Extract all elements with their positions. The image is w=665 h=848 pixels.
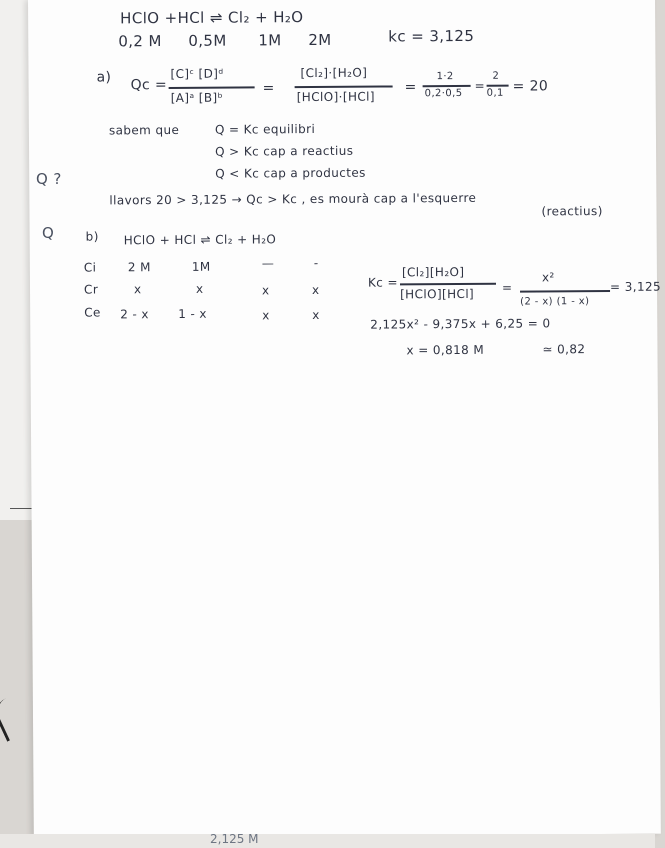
quadratic-equation: 2,125x² - 9,375x + 6,25 = 0 [370,316,551,332]
ce-cl2: x [262,308,270,323]
ci-hclo: 2 M [127,260,151,275]
qc-lhs: Qc = [130,77,168,94]
rule-reactants: Q > Kc cap a reactius [215,143,354,159]
rule-products: Q < Kc cap a productes [215,165,366,181]
qc-result: = 20 [512,78,549,95]
value-numerator: 1·2 [436,71,454,83]
conc-hcl: 0,5M [188,31,227,50]
rule-equilibrium: Q = Kc equilibri [214,121,316,137]
row-label-ci: Ci [83,260,97,275]
row-label-ce: Ce [84,305,101,320]
kc-value: kc = 3,125 [388,26,475,46]
kc-b-value: = 3,125 [609,279,662,294]
ce-hclo: 2 - x [120,307,149,322]
solution-approx: ≃ 0,82 [542,342,586,357]
solution-x: x = 0,818 M [406,342,485,358]
equals-1: = [262,80,275,97]
cr-cl2: x [261,283,270,298]
kc-b-denominator: [HClO][HCl] [400,286,475,302]
cr-hcl: x [195,281,204,296]
rule-intro: sabem que [108,122,180,138]
ci-h2o: - [313,255,319,271]
part-b-label: b) [85,229,99,244]
row-label-cr: Cr [83,282,99,297]
cr-hclo: x [133,282,142,297]
part-a-label: a) [96,69,112,86]
kc-b-x-denominator: (2 - x) (1 - x) [520,296,590,308]
qc-numerator: [C]ᶜ [D]ᵈ [170,66,224,82]
ce-hcl: 1 - x [178,306,207,321]
kc-b-equals: = [501,280,513,295]
margin-question-mark-2: Q [42,224,55,242]
conc-denominator: [HClO]·[HCl] [296,89,375,105]
conc-hclo: 0,2 M [118,32,162,51]
equals-3: = [474,78,486,93]
ci-hcl: 1M [191,259,211,274]
conclusion-continued: (reactius) [541,203,603,219]
conclusion: llavors 20 > 3,125 → Qc > Kc , es mourà cap a l'esquerre [109,190,477,208]
conc-cl2: 1M [258,31,282,50]
kc-b-x-numerator: x² [541,270,555,285]
value-denominator: 0,2·0,5 [424,87,463,100]
kc-b-numerator: [Cl₂][H₂O] [401,264,465,280]
bottom-ghost-text: 2,125 M [210,832,259,846]
cable [0,698,23,741]
ce-h2o: x [312,307,320,323]
paper-sheet [28,0,661,838]
bottom-sheet-edge [0,834,655,848]
margin-question-mark-1: Q ? [36,170,62,188]
simplified-denominator: 0,1 [486,87,504,99]
conc-numerator: [Cl₂]·[H₂O] [300,65,368,81]
ci-cl2: — [261,256,275,271]
simplified-numerator: 2 [492,70,500,82]
reaction-equation: HClO +HCl ⇌ Cl₂ + H₂O [120,8,304,28]
equals-2: = [404,79,417,96]
conc-h2o: 2M [308,30,332,50]
part-b-equation: HClO + HCl ⇌ Cl₂ + H₂O [123,232,277,248]
qc-denominator: [A]ᵃ [B]ᵇ [170,90,224,106]
cr-h2o: x [311,282,320,298]
kc-b-lhs: Kc = [367,275,398,290]
